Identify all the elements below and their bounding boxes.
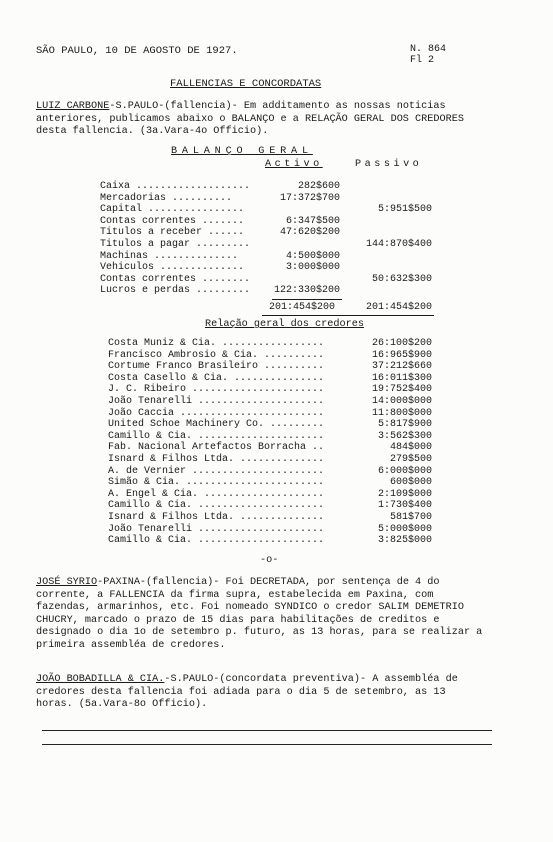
balance-row-activo: 4:500$000 [285, 250, 340, 262]
creditor-amount: 279$500 [389, 454, 432, 465]
entry-text: -PAXINA-(fallencia)- Foi DECRETADA, por sentença de 4 do corrente, a FALLENCIA da firma supra, estabelecida em Paxina, com fazendas, armarinhos, etc. Foi nomeado SYNDICO o credor SALIM DEMETRIO CHUCRY, marcado o prazo de 15 dias para habilitações de creditos e designado o dia 1o de setembro p. futuro, as 13 horas, para se realizar a primeira assembléa de credores. [36, 577, 483, 651]
balance-row-activo: 6:347$500 [285, 215, 340, 227]
creditor-name: Fab. Nacional Artefactos Borracha .. [108, 442, 325, 454]
section-separator: -o- [260, 555, 279, 566]
balance-row-label: Contas correntes ........ [100, 273, 251, 285]
balance-row-activo: 282$600 [297, 181, 340, 192]
creditor-name: Costa Muniz & Cia. ................. [108, 338, 325, 349]
bottom-rule [42, 744, 492, 745]
creditor-amount: 3:825$000 [377, 535, 432, 547]
entry-lead: JOSÉ SYRIO [36, 577, 98, 588]
creditor-name: Camillo & Cia. ..................... [108, 430, 325, 442]
creditor-amount: 11:800$000 [371, 407, 432, 419]
balance-row-label: Contas correntes ....... [100, 215, 245, 227]
creditor-name: A. de Vernier ...................... [108, 465, 325, 477]
entry-text: -S.PAULO-(concordata preventiva)- A assembléa de credores desta fallencia foi adiada para o dia 5 de setembro, as 13 horas. (5a.Vara-8o Officio). [36, 674, 458, 710]
balance-row-activo: 17:372$700 [279, 192, 340, 204]
balance-row-label: Vehiculos .............. [100, 262, 245, 274]
balance-row-passivo: 144:870$400 [365, 239, 432, 250]
date-line: SÃO PAULO, 10 DE AGOSTO DE 1927. [36, 45, 238, 57]
creditor-name: Simão & Cia. ....................... [108, 477, 325, 489]
creditor-name: Camillo & Cia. ..................... [108, 500, 325, 512]
entry-lead: LUIZ CARBONE [36, 101, 110, 112]
balance-row-label: Titulos a pagar ......... [100, 239, 251, 250]
creditor-name: J. C. Ribeiro ...................... [108, 384, 325, 396]
total-activo: 201:454$200 [268, 302, 335, 313]
creditor-name: United Schoe Machinery Co. ......... [108, 419, 325, 431]
passivo-column-header: Passivo [355, 159, 423, 170]
creditor-name: Francisco Ambrosio & Cia. .......... [108, 349, 325, 361]
creditor-name: Isnard & Filhos Ltda. .............. [108, 512, 325, 523]
balance-row-label: Lucros e perdas ......... [100, 285, 251, 297]
creditor-amount: 2:109$000 [377, 488, 432, 500]
balance-row-label: Caixa ................... [100, 181, 251, 192]
total-passivo: 201:454$200 [365, 302, 432, 313]
reference-number: N. 864 [410, 44, 447, 55]
balance-row-label: Titulos a receber ...... [100, 227, 245, 239]
entry-joao-bobadilla [36, 674, 486, 712]
creditor-amount: 581$700 [389, 512, 432, 523]
creditor-amount: 600$000 [389, 477, 432, 489]
creditor-amount: 3:562$300 [377, 430, 432, 442]
creditor-name: João Tenarelli ..................... [108, 396, 325, 407]
creditor-amount: 5:817$900 [377, 419, 432, 431]
creditor-name: Isnard & Filhos Ltda. .............. [108, 454, 325, 465]
creditor-name: A. Engel & Cia. .................... [108, 488, 325, 500]
creditor-amount: 14:000$000 [371, 396, 432, 407]
balance-row-activo: 47:620$200 [279, 227, 340, 239]
creditor-amount: 16:011$300 [371, 372, 432, 384]
balance-row-activo: 122:330$200 [273, 285, 340, 297]
creditor-name: João Caccia ........................ [108, 407, 325, 419]
entry-lead: JOÃO BOBADILLA & CIA. [36, 674, 165, 685]
creditor-amount: 19:752$400 [371, 384, 432, 396]
page-title: FALLENCIAS E CONCORDATAS [170, 78, 322, 90]
activo-column-header: Activo [265, 159, 323, 170]
creditor-amount: 6:000$000 [377, 465, 432, 477]
bottom-rule [42, 730, 492, 731]
entry-jose-syrio [36, 577, 486, 652]
balance-row-passivo: 5:951$500 [377, 204, 432, 216]
creditors-title: Relação geral dos credores [205, 319, 364, 330]
balance-title: BALANÇO GERAL [171, 146, 313, 157]
creditor-amount: 484$000 [389, 442, 432, 454]
balance-row-activo: 3:000$000 [285, 262, 340, 274]
entry-text: -S.PAULO-(fallencia)- Em additamento as nossas noticias anteriores, publicamos abaixo o BALANÇO e a RELAÇÃO GERAL DOS CREDORES desta fallencia. (3a.Vara-4o Officio). [36, 101, 464, 137]
creditor-name: João Tenarelli ..................... [108, 523, 325, 535]
creditor-name: Cortume Franco Brasileiro .......... [108, 361, 325, 373]
activo-subtotal-line [272, 299, 342, 300]
entry-luiz-carbone [36, 101, 486, 139]
creditor-amount: 37:212$660 [371, 361, 432, 373]
creditor-amount: 16:965$900 [371, 349, 432, 361]
balance-row-label: Mercadorias .......... [100, 192, 233, 204]
creditor-name: Camillo & Cia. ..................... [108, 535, 325, 547]
creditor-amount: 26:100$200 [371, 338, 432, 349]
reference-sheet: Fl 2 [410, 55, 435, 66]
creditor-amount: 1:730$400 [377, 500, 432, 512]
reference-stamp [410, 44, 446, 66]
creditor-amount: 5:000$000 [377, 523, 432, 535]
balance-row-label: Capital ................ [100, 204, 245, 216]
balance-row-passivo: 50:632$300 [371, 273, 432, 285]
totals-underline [262, 315, 434, 316]
creditor-name: Costa Casello & Cia. ............... [108, 372, 325, 384]
balance-row-label: Machinas .............. [100, 250, 239, 262]
